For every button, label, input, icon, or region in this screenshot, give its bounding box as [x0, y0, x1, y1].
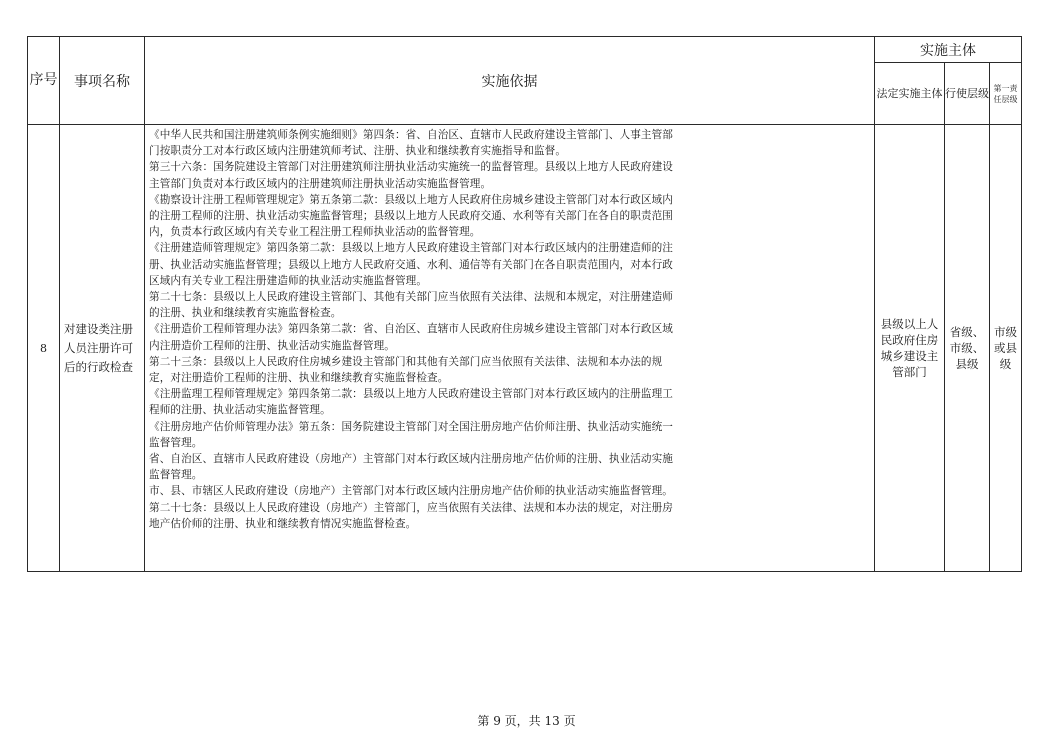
- basis-line: 主管部门负责对本行政区域内的注册建筑师注册执业活动实施监督管理。: [149, 177, 492, 190]
- row-item-name: 对建设类注册人员注册许可后的行政检查: [60, 125, 145, 572]
- basis-line: 第三十六条：国务院建设主管部门对注册建筑师注册执业活动实施统一的监督管理。县级以上地方人民政府建设: [149, 161, 673, 174]
- basis-line: 省、自治区、直辖市人民政府建设（房地产）主管部门对本行政区域内注册房地产估价师的注册、执业活动实施: [149, 453, 673, 466]
- basis-line: 《注册监理工程师管理规定》第四条第二款：县级以上地方人民政府建设主管部门对本行政区域内的注册监理工: [149, 388, 673, 401]
- row-legal-body: 县级以上人民政府住房城乡建设主管部门: [875, 125, 945, 572]
- row-basis: [145, 125, 875, 572]
- basis-line: 地产估价师的注册、执业和继续教育情况实施监督检查。: [149, 517, 417, 530]
- basis-line: 内注册造价工程师的注册、执业活动实施监督管理。: [149, 339, 395, 352]
- basis-line: 《中华人民共和国注册建筑师条例实施细则》第四条：省、自治区、直辖市人民政府建设主管部门、人事主管部: [149, 129, 673, 141]
- basis-line: 《注册建造师管理规定》第四条第二款：县级以上地方人民政府建设主管部门对本行政区域内的注册建造师的注: [149, 242, 673, 255]
- basis-line: 册、执业活动实施监督管理；县级以上地方人民政府交通、水利、通信等有关部门在各自职责范围内，对本行政: [149, 258, 673, 271]
- basis-line: 监督管理。: [149, 469, 203, 482]
- page-number: 第 9 页，共 13 页: [477, 714, 576, 728]
- header-first-responsible-level: 第一责任层级: [990, 63, 1022, 125]
- basis-line: 的注册工程师的注册、执业活动实施监督管理；县级以上地方人民政府交通、水利等有关部门在各自的职责范围: [149, 210, 673, 223]
- basis-line: 第二十七条：县级以上人民政府建设（房地产）主管部门，应当依照有关法律、法规和本办法的规定，对注册房: [149, 501, 673, 514]
- row-seq: 8: [28, 125, 60, 572]
- header-item-name: 事项名称: [60, 37, 145, 125]
- basis-line: 监督管理。: [149, 436, 203, 449]
- row-first-responsible-level: 市级或县级: [990, 125, 1022, 572]
- basis-line: 第二十七条：县级以上人民政府建设主管部门、其他有关部门应当依照有关法律、法规和本规定，对注册建造师: [149, 291, 673, 304]
- implementation-table: [27, 36, 1022, 572]
- basis-line: 程师的注册、执业活动实施监督管理。: [149, 404, 331, 417]
- header-implementing-body: 实施主体: [875, 37, 1022, 63]
- basis-line: 《注册造价工程师管理办法》第四条第二款：省、自治区、直辖市人民政府住房城乡建设主管部门对本行政区域: [149, 323, 673, 336]
- header-legal-body: 法定实施主体: [875, 63, 945, 125]
- table-row: [28, 125, 1022, 572]
- basis-line: 定，对注册造价工程师的注册、执业和继续教育实施监督检查。: [149, 372, 449, 385]
- basis-line: 第二十三条：县级以上人民政府住房城乡建设主管部门和其他有关部门应当依照有关法律、法规和本办法的规: [149, 355, 663, 368]
- header-basis: 实施依据: [145, 37, 875, 125]
- row-exercise-level: 省级、市级、县级: [945, 125, 990, 572]
- header-seq: 序号: [28, 37, 60, 125]
- basis-line: 市、县、市辖区人民政府建设（房地产）主管部门对本行政区域内注册房地产估价师的执业活动实施监督管理。: [149, 485, 673, 498]
- basis-line: 区域内有关专业工程注册建造师的执业活动实施监督管理。: [149, 274, 428, 287]
- basis-line: 门按职责分工对本行政区域内注册建筑师考试、注册、执业和继续教育实施指导和监督。: [149, 145, 567, 158]
- basis-line: 的注册、执业和继续教育实施监督检查。: [149, 307, 342, 320]
- basis-line: 内，负责本行政区域内有关专业工程注册工程师执业活动的监督管理。: [149, 226, 481, 239]
- basis-line: 《勘察设计注册工程师管理规定》第五条第二款：县级以上地方人民政府住房城乡建设主管部门对本行政区域内: [149, 193, 673, 206]
- basis-text: [149, 127, 870, 532]
- header-exercise-level: 行使层级: [945, 63, 990, 125]
- basis-line: 《注册房地产估价师管理办法》第五条：国务院建设主管部门对全国注册房地产估价师注册、执业活动实施统一: [149, 420, 673, 433]
